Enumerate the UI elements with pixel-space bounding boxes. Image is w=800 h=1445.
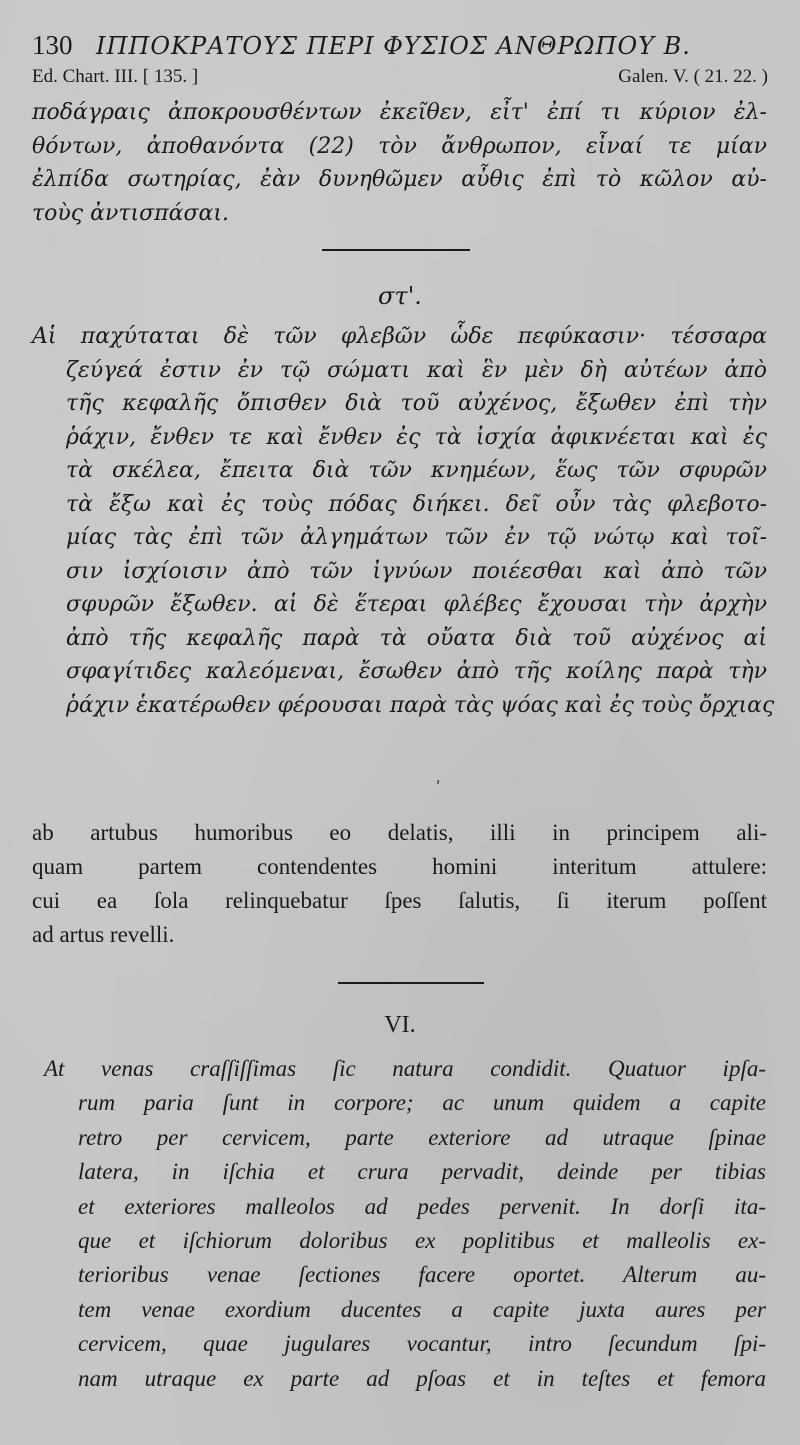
greek-section-line: σφαγίτιδες καλεόμεναι, ἔσωθεν ἀπὸ τῆς κοίλης παρὰ τὴν	[66, 659, 767, 684]
greek-section-line: ζεύγεά ἐστιν ἐν τῷ σώματι καὶ ἓν μὲν δὴ αὐτέων ἀπὸ	[66, 357, 767, 383]
latin-section-line: cervicem, quae jugulares vocantur, intro ſecundum ſpi-	[78, 1331, 766, 1357]
section-divider-greek	[322, 249, 470, 251]
latin-section-line: nam utraque ex parte ad pſoas et in teſtes et femora	[78, 1365, 766, 1391]
edition-reference-galen: Galen. V. ( 21. 22. )	[618, 66, 768, 87]
edition-reference-chartier: Ed. Chart. III. [ 135. ]	[32, 66, 199, 87]
greek-intro-line: θόντων, ἀποθανόντα (22) τὸν ἄνθρωπον, εἶναί τε μίαν	[32, 133, 767, 159]
latin-intro-line: quam partem contendentes homini interitum attulere:	[32, 854, 767, 879]
stray-mark: ʹ	[436, 778, 441, 797]
edition-reference	[32, 66, 768, 92]
section-divider-latin	[338, 982, 484, 984]
latin-section-paragraph	[44, 1052, 766, 1396]
greek-section-line: μίας τὰς ἐπὶ τῶν ἀλγημάτων τῶν ἐν τῷ νώτῳ καὶ τοῖ-	[66, 525, 767, 550]
greek-intro-line: ποδάγραις ἀποκρουσθέντων ἐκεῖθεν, εἶτ' ἐπί τι κύριον ἐλ-	[32, 100, 767, 125]
greek-intro-line: ἐλπίδα σωτηρίας, ἐὰν δυνηθῶμεν αὖθις ἐπὶ τὸ κῶλον αὐ-	[32, 167, 767, 192]
greek-intro-paragraph	[32, 96, 767, 230]
greek-section-line: ῥάχιν, ἔνθεν τε καὶ ἔνθεν ἐς τὰ ἰσχία ἀφικνέεται καὶ ἐς	[66, 424, 767, 450]
greek-section-paragraph	[32, 320, 775, 722]
latin-section-heading: VI.	[384, 1012, 416, 1038]
running-title: ΙΠΠΟΚΡΑΤΟΥΣ ΠΕΡΙ ΦΥΣΙΟΣ ΑΝΘΡΩΠΟΥ Β.	[96, 32, 691, 60]
greek-section-line: τὰ σκέλεα, ἔπειτα διὰ τῶν κνημέων, ἕως τῶν σφυρῶν	[66, 458, 767, 483]
latin-intro-line: cui ea ſola relinquebatur ſpes ſalutis, ſi iterum poſſent	[32, 888, 767, 913]
greek-section-line: σφυρῶν ἔξωθεν. αἱ δὲ ἕτεραι φλέβες ἔχουσαι τὴν ἀρχὴν	[66, 592, 767, 617]
greek-section-line: ῥάχιν ἑκατέρωθεν φέρουσαι παρὰ τὰς ψόας καὶ ἐς τοὺς ὄρχιας	[66, 692, 775, 718]
greek-section-heading: στ'.	[378, 282, 422, 310]
page-header	[32, 30, 772, 64]
latin-section-line: et exteriores malleolos ad pedes pervenit. In dorſi ita-	[78, 1193, 766, 1219]
latin-intro-paragraph	[32, 816, 767, 952]
greek-section-line: τὰ ἔξω καὶ ἐς τοὺς πόδας διήκει. δεῖ οὖν τὰς φλεβοτο-	[66, 491, 767, 517]
page-number: 130	[32, 30, 73, 60]
latin-section-line: At venas craſſiſſimas ſic natura condidit. Quatuor ipſa-	[44, 1056, 766, 1081]
greek-intro-line: τοὺς ἀντισπάσαι.	[32, 200, 229, 226]
greek-section-line: σιν ἰσχίοισιν ἀπὸ τῶν ἰγνύων ποιέεσθαι καὶ ἀπὸ τῶν	[66, 558, 767, 584]
latin-section-line: rum paria ſunt in corpore; ac unum quidem a capite	[78, 1090, 766, 1116]
greek-section-line: ἀπὸ τῆς κεφαλῆς παρὰ τὰ οὔατα διὰ τοῦ αὐχένος αἱ	[66, 625, 767, 651]
latin-section-line: latera, in iſchia et crura pervadit, deinde per tibias	[78, 1159, 766, 1185]
greek-section-line: τῆς κεφαλῆς ὄπισθεν διὰ τοῦ αὐχένος, ἔξωθεν ἐπὶ τὴν	[66, 391, 767, 416]
greek-section-line: Αἱ παχύταται δὲ τῶν φλεβῶν ὧδε πεφύκασιν· τέσσαρα	[32, 324, 767, 349]
latin-intro-line: ab artubus humoribus eo delatis, illi in principem ali-	[32, 820, 767, 845]
latin-section-line: tem venae exordium ducentes a capite juxta aures per	[78, 1296, 766, 1322]
latin-section-line: terioribus venae ſectiones facere oportet. Alterum au-	[78, 1262, 766, 1288]
latin-section-line: retro per cervicem, parte exteriore ad utraque ſpinae	[78, 1124, 766, 1150]
latin-section-line: que et iſchiorum doloribus ex poplitibus et malleolis ex-	[78, 1228, 766, 1254]
latin-intro-line: ad artus revelli.	[32, 922, 175, 947]
